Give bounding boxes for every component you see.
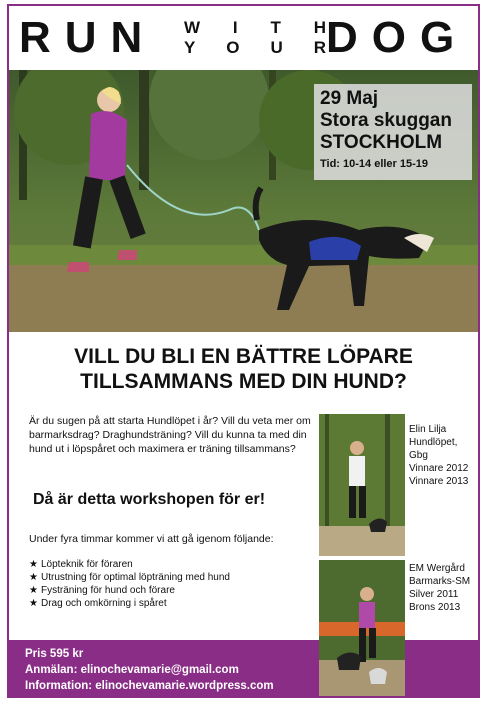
event-info-box — [314, 84, 472, 180]
title-your — [184, 38, 326, 58]
title-letter: H — [313, 18, 326, 37]
footer-contact — [9, 640, 319, 698]
info-website[interactable]: Information: elinochevamarie.wordpress.com — [25, 680, 274, 692]
star-icon: ★ — [29, 585, 38, 596]
agenda-lead: Under fyra timmar kommer vi att gå igenom följande: — [29, 533, 274, 545]
list-item — [29, 571, 319, 584]
event-date: 29 Maj — [320, 88, 379, 109]
title-with-your — [184, 18, 326, 58]
instructor-photo-1-illustration — [319, 414, 405, 556]
title-letter: U — [270, 38, 283, 57]
instructor-name: EM Wergård — [409, 563, 465, 574]
instructor-detail: Hundlöpet, Gbg — [409, 437, 458, 461]
list-item-label: Drag och omkörning i spåret — [41, 598, 167, 609]
instructor-1-caption — [409, 423, 478, 488]
instructor-detail: Vinnare 2013 — [409, 476, 469, 487]
instructor-photo-1 — [319, 414, 405, 556]
title-letter: W — [184, 18, 201, 37]
instructor-name: Elin Lilja — [409, 424, 447, 435]
instructor-detail: Brons 2013 — [409, 602, 461, 613]
title-letter: R — [313, 38, 326, 57]
star-icon: ★ — [29, 572, 38, 583]
event-time: Tid: 10-14 eller 15-19 — [320, 158, 429, 170]
price-text: Pris 595 kr — [25, 648, 84, 660]
list-item-label: Löpteknik för föraren — [41, 559, 133, 570]
signup-email[interactable]: Anmälan: elinochevamarie@gmail.com — [25, 664, 239, 676]
headline-line: VILL DU BLI EN BÄTTRE LÖPARE — [74, 345, 413, 368]
list-item-label: Utrustning för optimal löpträning med hund — [41, 572, 230, 583]
instructor-detail: Barmarks-SM — [409, 576, 471, 587]
list-item — [29, 584, 319, 597]
title-run: RUN — [19, 13, 157, 62]
intro-text: Är du sugen på att starta Hundlöpet i år? Vill du veta mer om barmarksdrag? Draghundsträning? Vill du kunna ta med din hund ut i löpspåret och maximera er träning tillsammans? — [29, 415, 311, 455]
hero-photo — [9, 70, 478, 332]
star-icon: ★ — [29, 598, 38, 609]
star-icon: ★ — [29, 559, 38, 570]
list-item — [29, 558, 319, 571]
event-venue: Stora skuggan — [320, 110, 452, 131]
headline-line: TILLSAMMANS MED DIN HUND? — [80, 370, 407, 393]
poster-title — [9, 6, 478, 70]
title-letter: T — [270, 18, 281, 37]
event-city: STOCKHOLM — [320, 132, 443, 153]
instructor-photo-2 — [319, 560, 405, 698]
title-dog: DOG — [326, 13, 469, 62]
title-letter: I — [232, 18, 238, 37]
list-item — [29, 597, 319, 610]
poster — [7, 4, 480, 698]
instructor-detail: Vinnare 2012 — [409, 463, 469, 474]
instructor-2-caption — [409, 562, 470, 614]
agenda-list — [29, 558, 319, 610]
headline — [9, 344, 478, 394]
title-letter: O — [226, 38, 240, 57]
title-letter: Y — [184, 38, 196, 57]
footer-accent-bar — [405, 640, 478, 698]
list-item-label: Fysträning för hund och förare — [41, 585, 175, 596]
title-with — [184, 18, 326, 38]
instructor-detail: Silver 2011 — [409, 589, 459, 600]
call-to-action: Då är detta workshopen för er! — [33, 491, 266, 508]
instructor-photo-2-illustration — [319, 560, 405, 698]
